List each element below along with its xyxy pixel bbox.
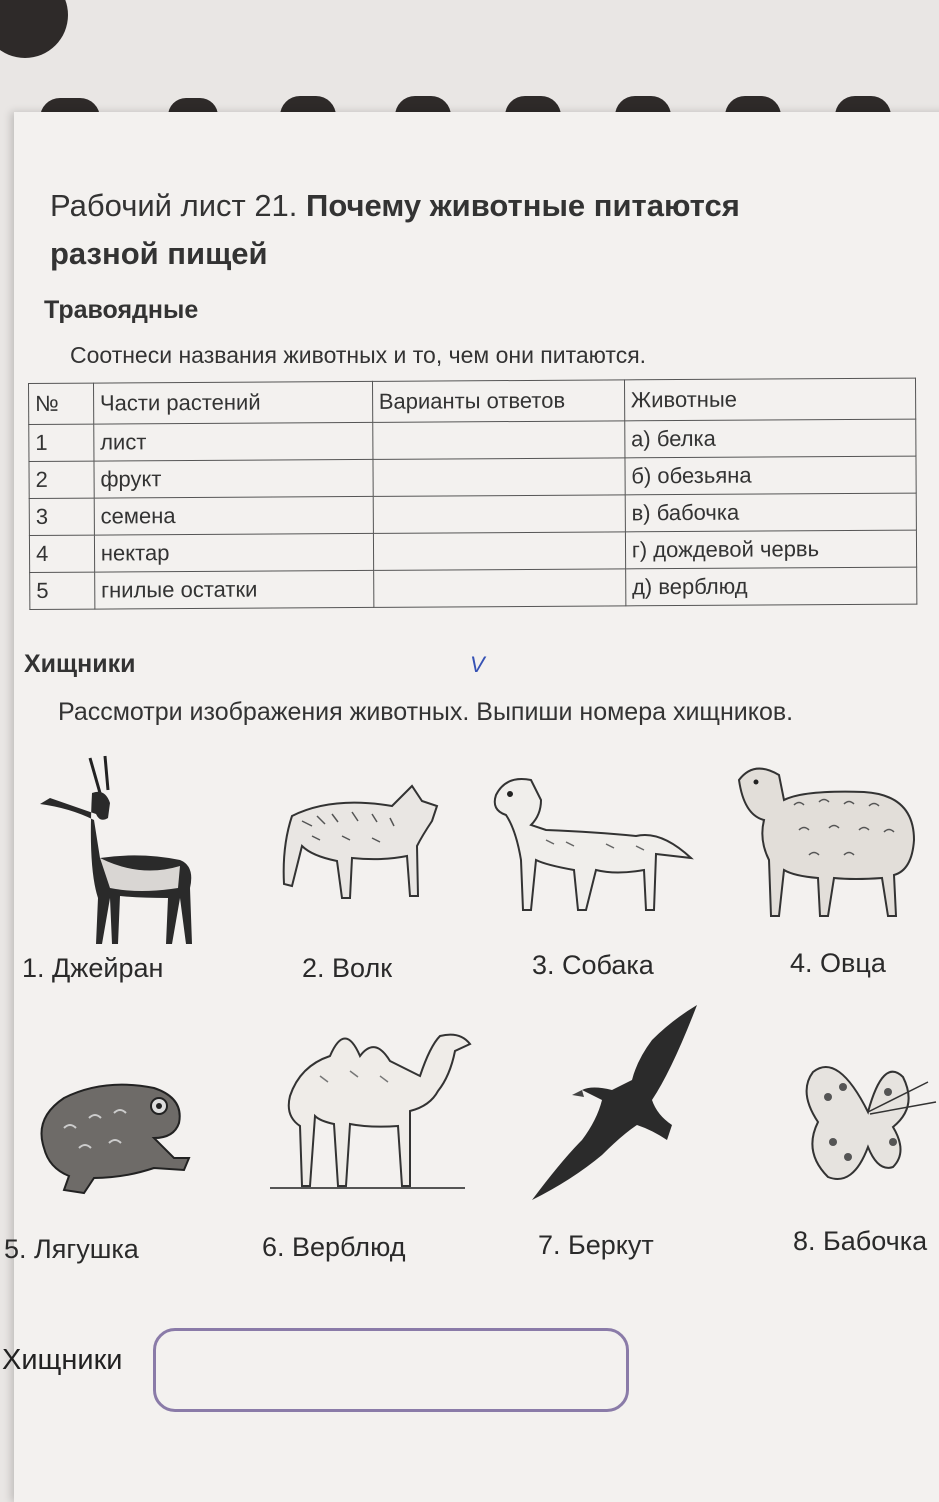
header-plant-parts: Части растений <box>93 381 372 424</box>
caption-eagle: 7. Беркут <box>538 1230 654 1260</box>
frog-icon <box>24 1078 194 1198</box>
row-plant-part: семена <box>94 496 373 535</box>
eagle-icon <box>522 1000 702 1205</box>
caption-frog: 5. Лягушка <box>4 1234 139 1264</box>
gazelle-icon <box>30 748 200 948</box>
camel-icon <box>260 1016 475 1196</box>
row-plant-part: фрукт <box>94 459 373 498</box>
table-row <box>29 419 916 461</box>
row-num: 3 <box>29 498 94 535</box>
table-row <box>29 493 916 535</box>
binder-hole <box>0 0 68 58</box>
row-num: 4 <box>29 535 94 572</box>
caption-gazelle: 1. Джейран <box>22 953 164 983</box>
worksheet-title <box>50 182 910 278</box>
predators-answer-label: Хищники <box>2 1344 123 1376</box>
table-header-row <box>29 378 916 424</box>
row-answer-cell[interactable] <box>372 421 624 460</box>
dog-icon <box>486 770 696 920</box>
predators-answer-field[interactable] <box>153 1328 629 1412</box>
caption-dog: 3. Собака <box>532 950 654 980</box>
handwritten-checkmark: V <box>470 652 485 677</box>
predators-heading: Хищники <box>24 650 136 678</box>
herbivores-heading: Травоядные <box>44 296 199 324</box>
header-num: № <box>29 383 94 424</box>
wolf-icon <box>272 776 442 906</box>
row-answer-cell[interactable] <box>373 569 625 608</box>
predators-instruction: Рассмотри изображения животных. Выпиши номера хищников. <box>58 698 794 726</box>
row-num: 5 <box>30 572 95 609</box>
row-answer-cell[interactable] <box>373 532 625 571</box>
row-animal: д) верблюд <box>625 567 916 606</box>
row-animal: в) бабочка <box>625 493 916 532</box>
table-row <box>30 567 917 609</box>
row-plant-part: нектар <box>94 533 373 572</box>
sheep-icon <box>724 760 924 920</box>
header-answers: Варианты ответов <box>372 380 624 423</box>
title-bold-line1: Почему животные питаются <box>306 188 740 223</box>
row-answer-cell[interactable] <box>373 458 625 497</box>
row-animal: б) обезьяна <box>625 456 916 495</box>
caption-sheep: 4. Овца <box>790 948 886 978</box>
caption-camel: 6. Верблюд <box>262 1232 406 1262</box>
row-animal: а) белка <box>625 419 916 458</box>
header-animals: Животные <box>624 378 915 421</box>
butterfly-icon <box>798 1052 939 1192</box>
caption-butterfly: 8. Бабочка <box>793 1226 928 1256</box>
title-bold-line2: разной пищей <box>50 236 268 271</box>
matching-table <box>28 378 917 610</box>
table-row <box>29 456 916 498</box>
table-row <box>29 530 916 572</box>
herbivores-instruction: Соотнеси названия животных и то, чем они питаются. <box>70 342 647 368</box>
row-num: 2 <box>29 461 94 498</box>
row-animal: г) дождевой червь <box>625 530 916 569</box>
row-num: 1 <box>29 424 94 461</box>
row-answer-cell[interactable] <box>373 495 625 534</box>
caption-wolf: 2. Волк <box>302 953 393 983</box>
row-plant-part: лист <box>94 422 373 461</box>
title-prefix: Рабочий лист 21. <box>50 188 298 223</box>
row-plant-part: гнилые остатки <box>94 570 373 609</box>
